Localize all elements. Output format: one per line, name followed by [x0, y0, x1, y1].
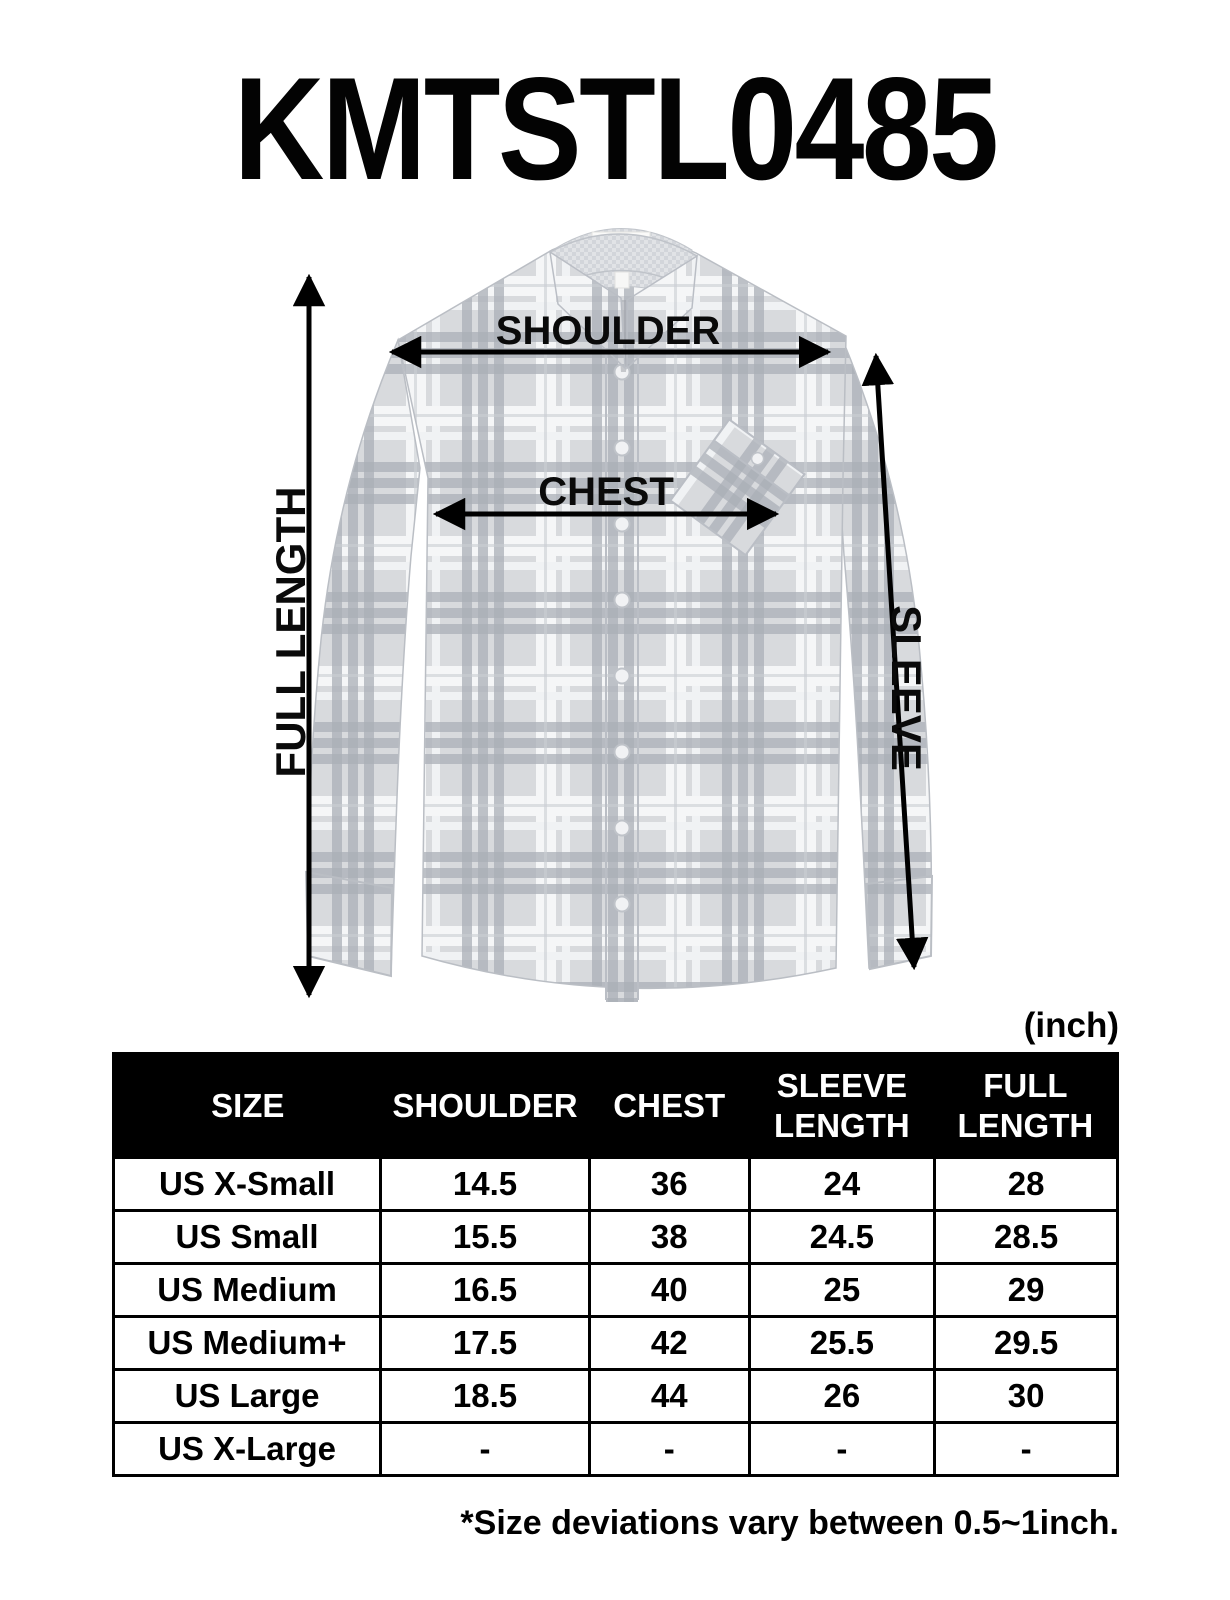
size-deviation-note: *Size deviations vary between 0.5~1inch.: [460, 1504, 1119, 1542]
cell-size: US Medium+: [114, 1317, 381, 1370]
cell-shoulder: -: [381, 1423, 590, 1476]
cell-shoulder: 16.5: [381, 1264, 590, 1317]
shoulder-label: SHOULDER: [495, 309, 721, 353]
cell-sleeve-length: -: [749, 1423, 935, 1476]
cell-chest: -: [589, 1423, 749, 1476]
cell-full-length: 29: [935, 1264, 1118, 1317]
cell-shoulder: 17.5: [381, 1317, 590, 1370]
cell-shoulder: 18.5: [381, 1370, 590, 1423]
cell-sleeve-length: 25: [749, 1264, 935, 1317]
sleeve-label: SLEEVE: [883, 605, 930, 771]
cell-chest: 36: [589, 1158, 749, 1211]
full-length-label: FULL LENGTH: [267, 486, 314, 778]
cell-size: US X-Large: [114, 1423, 381, 1476]
size-table: [112, 1052, 1119, 1477]
cell-full-length: -: [935, 1423, 1118, 1476]
cell-chest: 44: [589, 1370, 749, 1423]
cell-full-length: 30: [935, 1370, 1118, 1423]
chest-label: CHEST: [538, 470, 674, 514]
col-header-shoulder: SHOULDER: [381, 1054, 590, 1158]
cell-full-length: 29.5: [935, 1317, 1118, 1370]
cell-size: US X-Small: [114, 1158, 381, 1211]
cell-full-length: 28: [935, 1158, 1118, 1211]
table-row: [114, 1158, 1118, 1211]
cell-shoulder: 14.5: [381, 1158, 590, 1211]
table-header-row: [114, 1054, 1118, 1158]
cell-full-length: 28.5: [935, 1211, 1118, 1264]
unit-label: (inch): [1023, 1006, 1119, 1045]
col-header-sleeve-length: SLEEVE LENGTH: [749, 1054, 935, 1158]
cell-sleeve-length: 24.5: [749, 1211, 935, 1264]
right-cuff-shape: [866, 876, 932, 969]
left-cuff-shape: [306, 872, 392, 976]
table-row: [114, 1264, 1118, 1317]
col-header-size: SIZE: [114, 1054, 381, 1158]
table-row: [114, 1211, 1118, 1264]
table-row: [114, 1317, 1118, 1370]
table-row: [114, 1370, 1118, 1423]
size-tag: [615, 272, 629, 288]
cell-size: US Small: [114, 1211, 381, 1264]
col-header-chest: CHEST: [589, 1054, 749, 1158]
cell-sleeve-length: 24: [749, 1158, 935, 1211]
cell-sleeve-length: 26: [749, 1370, 935, 1423]
cell-chest: 40: [589, 1264, 749, 1317]
cell-chest: 42: [589, 1317, 749, 1370]
cell-shoulder: 15.5: [381, 1211, 590, 1264]
cell-sleeve-length: 25.5: [749, 1317, 935, 1370]
cell-chest: 38: [589, 1211, 749, 1264]
cell-size: US Large: [114, 1370, 381, 1423]
table-row: [114, 1423, 1118, 1476]
cell-size: US Medium: [114, 1264, 381, 1317]
col-header-full-length: FULL LENGTH: [935, 1054, 1118, 1158]
product-code-title: KMTSTL0485: [233, 47, 997, 210]
